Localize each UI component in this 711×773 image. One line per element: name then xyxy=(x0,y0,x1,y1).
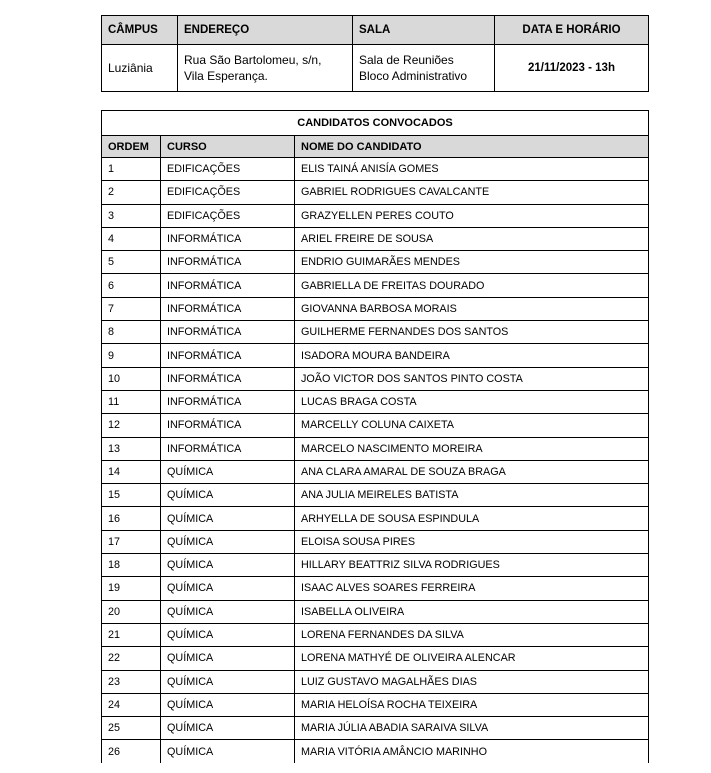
table-row xyxy=(102,344,649,367)
curso-cell: QUÍMICA xyxy=(161,647,295,670)
nome-cell: MARCELLY COLUNA CAIXETA xyxy=(295,414,649,437)
info-table xyxy=(101,15,649,92)
candidates-body xyxy=(102,158,649,763)
curso-cell: INFORMÁTICA xyxy=(161,344,295,367)
curso-cell: QUÍMICA xyxy=(161,693,295,716)
ordem-cell: 5 xyxy=(102,251,161,274)
campus-header: CÂMPUS xyxy=(102,16,178,45)
campus-value: Luziânia xyxy=(102,45,178,92)
sala-value xyxy=(353,45,495,92)
sala-line-2: Bloco Administrativo xyxy=(359,69,468,83)
curso-cell: QUÍMICA xyxy=(161,623,295,646)
curso-cell: INFORMÁTICA xyxy=(161,297,295,320)
info-value-row xyxy=(102,45,649,92)
curso-cell: EDIFICAÇÕES xyxy=(161,181,295,204)
curso-cell: QUÍMICA xyxy=(161,577,295,600)
ordem-cell: 16 xyxy=(102,507,161,530)
candidates-header-row xyxy=(102,136,649,158)
endereco-line-2: Vila Esperança. xyxy=(184,69,268,83)
sala-line-1: Sala de Reuniões xyxy=(359,53,454,67)
ordem-cell: 15 xyxy=(102,484,161,507)
curso-cell: QUÍMICA xyxy=(161,484,295,507)
curso-cell: EDIFICAÇÕES xyxy=(161,158,295,181)
table-row xyxy=(102,600,649,623)
ordem-cell: 6 xyxy=(102,274,161,297)
curso-cell: INFORMÁTICA xyxy=(161,251,295,274)
ordem-cell: 18 xyxy=(102,554,161,577)
nome-cell: LORENA FERNANDES DA SILVA xyxy=(295,623,649,646)
table-row xyxy=(102,670,649,693)
curso-cell: QUÍMICA xyxy=(161,600,295,623)
candidates-title-row xyxy=(102,111,649,136)
nome-cell: ISABELLA OLIVEIRA xyxy=(295,600,649,623)
table-row xyxy=(102,693,649,716)
nome-cell: ISADORA MOURA BANDEIRA xyxy=(295,344,649,367)
table-row xyxy=(102,297,649,320)
nome-header: NOME DO CANDIDATO xyxy=(295,136,649,158)
ordem-cell: 26 xyxy=(102,740,161,763)
curso-cell: EDIFICAÇÕES xyxy=(161,204,295,227)
candidates-table xyxy=(101,110,649,763)
ordem-cell: 23 xyxy=(102,670,161,693)
nome-cell: MARIA VITÓRIA AMÂNCIO MARINHO xyxy=(295,740,649,763)
table-row xyxy=(102,414,649,437)
nome-cell: ELIS TAINÁ ANISÍA GOMES xyxy=(295,158,649,181)
table-row xyxy=(102,507,649,530)
data-header: DATA E HORÁRIO xyxy=(495,16,649,45)
ordem-cell: 19 xyxy=(102,577,161,600)
sala-header: SALA xyxy=(353,16,495,45)
table-row xyxy=(102,204,649,227)
curso-cell: QUÍMICA xyxy=(161,530,295,553)
nome-cell: MARIA JÚLIA ABADIA SARAIVA SILVA xyxy=(295,717,649,740)
nome-cell: ARIEL FREIRE DE SOUSA xyxy=(295,227,649,250)
nome-cell: ISAAC ALVES SOARES FERREIRA xyxy=(295,577,649,600)
nome-cell: LORENA MATHYÉ DE OLIVEIRA ALENCAR xyxy=(295,647,649,670)
curso-cell: QUÍMICA xyxy=(161,740,295,763)
info-header-row xyxy=(102,16,649,45)
curso-cell: INFORMÁTICA xyxy=(161,414,295,437)
nome-cell: HILLARY BEATTRIZ SILVA RODRIGUES xyxy=(295,554,649,577)
table-row xyxy=(102,647,649,670)
curso-cell: INFORMÁTICA xyxy=(161,367,295,390)
nome-cell: ANA JULIA MEIRELES BATISTA xyxy=(295,484,649,507)
nome-cell: ENDRIO GUIMARÃES MENDES xyxy=(295,251,649,274)
nome-cell: GUILHERME FERNANDES DOS SANTOS xyxy=(295,321,649,344)
ordem-cell: 25 xyxy=(102,717,161,740)
table-row xyxy=(102,158,649,181)
table-row xyxy=(102,740,649,763)
ordem-header: ORDEM xyxy=(102,136,161,158)
table-row xyxy=(102,390,649,413)
curso-cell: QUÍMICA xyxy=(161,554,295,577)
nome-cell: JOÃO VICTOR DOS SANTOS PINTO COSTA xyxy=(295,367,649,390)
table-row xyxy=(102,623,649,646)
curso-cell: QUÍMICA xyxy=(161,507,295,530)
table-row xyxy=(102,554,649,577)
ordem-cell: 2 xyxy=(102,181,161,204)
nome-cell: ARHYELLA DE SOUSA ESPINDULA xyxy=(295,507,649,530)
table-row xyxy=(102,437,649,460)
table-row xyxy=(102,181,649,204)
curso-cell: INFORMÁTICA xyxy=(161,227,295,250)
ordem-cell: 3 xyxy=(102,204,161,227)
nome-cell: ELOISA SOUSA PIRES xyxy=(295,530,649,553)
table-row xyxy=(102,484,649,507)
endereco-header: ENDEREÇO xyxy=(178,16,353,45)
nome-cell: GRAZYELLEN PERES COUTO xyxy=(295,204,649,227)
nome-cell: GIOVANNA BARBOSA MORAIS xyxy=(295,297,649,320)
table-row xyxy=(102,717,649,740)
ordem-cell: 14 xyxy=(102,460,161,483)
table-row xyxy=(102,577,649,600)
ordem-cell: 11 xyxy=(102,390,161,413)
table-row xyxy=(102,251,649,274)
endereco-value xyxy=(178,45,353,92)
ordem-cell: 7 xyxy=(102,297,161,320)
ordem-cell: 21 xyxy=(102,623,161,646)
nome-cell: MARIA HELOÍSA ROCHA TEIXEIRA xyxy=(295,693,649,716)
ordem-cell: 20 xyxy=(102,600,161,623)
curso-cell: INFORMÁTICA xyxy=(161,321,295,344)
ordem-cell: 22 xyxy=(102,647,161,670)
ordem-cell: 17 xyxy=(102,530,161,553)
table-row xyxy=(102,530,649,553)
ordem-cell: 10 xyxy=(102,367,161,390)
ordem-cell: 12 xyxy=(102,414,161,437)
endereco-line-1: Rua São Bartolomeu, s/n, xyxy=(184,53,322,67)
table-row xyxy=(102,367,649,390)
candidates-title: CANDIDATOS CONVOCADOS xyxy=(102,111,649,136)
ordem-cell: 1 xyxy=(102,158,161,181)
curso-cell: QUÍMICA xyxy=(161,670,295,693)
curso-cell: QUÍMICA xyxy=(161,460,295,483)
table-row xyxy=(102,274,649,297)
ordem-cell: 9 xyxy=(102,344,161,367)
table-row xyxy=(102,227,649,250)
nome-cell: ANA CLARA AMARAL DE SOUZA BRAGA xyxy=(295,460,649,483)
curso-cell: INFORMÁTICA xyxy=(161,437,295,460)
table-row xyxy=(102,460,649,483)
nome-cell: LUIZ GUSTAVO MAGALHÃES DIAS xyxy=(295,670,649,693)
ordem-cell: 13 xyxy=(102,437,161,460)
ordem-cell: 4 xyxy=(102,227,161,250)
nome-cell: MARCELO NASCIMENTO MOREIRA xyxy=(295,437,649,460)
table-row xyxy=(102,321,649,344)
curso-cell: INFORMÁTICA xyxy=(161,390,295,413)
nome-cell: LUCAS BRAGA COSTA xyxy=(295,390,649,413)
nome-cell: GABRIEL RODRIGUES CAVALCANTE xyxy=(295,181,649,204)
ordem-cell: 24 xyxy=(102,693,161,716)
curso-header: CURSO xyxy=(161,136,295,158)
ordem-cell: 8 xyxy=(102,321,161,344)
curso-cell: QUÍMICA xyxy=(161,717,295,740)
data-value: 21/11/2023 - 13h xyxy=(495,45,649,92)
nome-cell: GABRIELLA DE FREITAS DOURADO xyxy=(295,274,649,297)
curso-cell: INFORMÁTICA xyxy=(161,274,295,297)
